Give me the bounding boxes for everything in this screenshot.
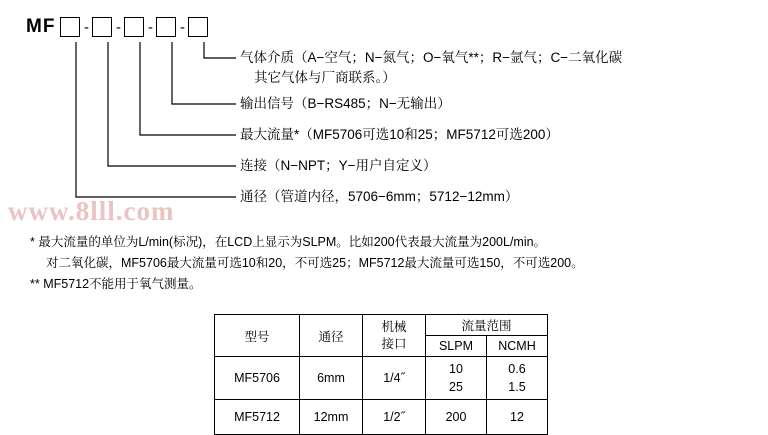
cell-ncmh-value-2: 1.5 bbox=[508, 380, 526, 394]
annotation-max-flow-line1: 最大流量*（MF5706可选10和25；MF5712可选200） bbox=[240, 127, 559, 142]
annotation-bore bbox=[240, 187, 518, 207]
annotation-gas-medium bbox=[240, 48, 622, 88]
header-slpm: SLPM bbox=[426, 336, 487, 357]
annotation-connection-line1: 连接（N−NPT；Y−用户自定义） bbox=[240, 158, 437, 173]
header-flow-range: 流量范围 bbox=[426, 315, 548, 336]
model-slot-2 bbox=[92, 17, 112, 37]
spec-table bbox=[214, 314, 548, 435]
table-row bbox=[215, 357, 548, 400]
cell-slpm bbox=[426, 357, 487, 400]
cell-slpm: 200 bbox=[426, 400, 487, 435]
model-dash-3: - bbox=[147, 18, 153, 36]
header-mech-interface bbox=[363, 315, 426, 357]
cell-mech: 1/2˝ bbox=[363, 400, 426, 435]
annotation-output-signal-line1: 输出信号（B−RS485；N−无输出） bbox=[240, 96, 451, 111]
annotation-bore-line1: 通径（管道内径，5706−6mm；5712−12mm） bbox=[240, 189, 519, 204]
footnote-1: * 最大流量的单位为L/min(标况)，在LCD上显示为SLPM。比如200代表最大流量为200L/min。 bbox=[30, 235, 547, 249]
cell-slpm-value-1: 10 bbox=[449, 362, 463, 376]
footnote-2: 对二氧化碳，MF5706最大流量可选10和20，不可选25；MF5712最大流量可选150，不可选200。 bbox=[46, 256, 584, 270]
model-slot-1 bbox=[60, 17, 80, 37]
cell-ncmh-value-1: 0.6 bbox=[508, 362, 526, 376]
model-dash-1: - bbox=[83, 18, 89, 36]
model-slot-4 bbox=[156, 17, 176, 37]
annotation-max-flow bbox=[240, 125, 559, 145]
cell-model: MF5712 bbox=[215, 400, 300, 435]
annotation-gas-medium-line2: 其它气体与厂商联系。） bbox=[254, 70, 396, 85]
model-dash-4: - bbox=[179, 18, 185, 36]
cell-model: MF5706 bbox=[215, 357, 300, 400]
watermark: www.8lll.com bbox=[8, 196, 175, 226]
header-model: 型号 bbox=[215, 315, 300, 357]
annotation-output-signal bbox=[240, 94, 451, 114]
header-ncmh: NCMH bbox=[487, 336, 548, 357]
annotation-connection bbox=[240, 156, 437, 176]
annotation-gas-medium-line1: 气体介质（A−空气；N−氮气；O−氧气**；R−氩气；C−二氧化碳 bbox=[240, 50, 623, 65]
model-slot-5 bbox=[188, 17, 208, 37]
header-bore: 通径 bbox=[300, 315, 363, 357]
table-row bbox=[215, 400, 548, 435]
cell-bore: 6mm bbox=[300, 357, 363, 400]
cell-ncmh bbox=[487, 357, 548, 400]
header-mech-line1: 机械 bbox=[381, 319, 407, 334]
footnotes bbox=[30, 232, 584, 295]
model-code-row bbox=[26, 12, 209, 42]
model-prefix-label: MF bbox=[26, 16, 56, 37]
header-mech-line2: 接口 bbox=[381, 336, 407, 351]
cell-slpm-value-2: 25 bbox=[449, 380, 463, 394]
table-header-row-1 bbox=[215, 315, 548, 336]
cell-ncmh: 12 bbox=[487, 400, 548, 435]
footnote-3: ** MF5712不能用于氧气测量。 bbox=[30, 277, 202, 291]
cell-mech: 1/4˝ bbox=[363, 357, 426, 400]
model-slot-3 bbox=[124, 17, 144, 37]
model-dash-2: - bbox=[115, 18, 121, 36]
cell-bore: 12mm bbox=[300, 400, 363, 435]
